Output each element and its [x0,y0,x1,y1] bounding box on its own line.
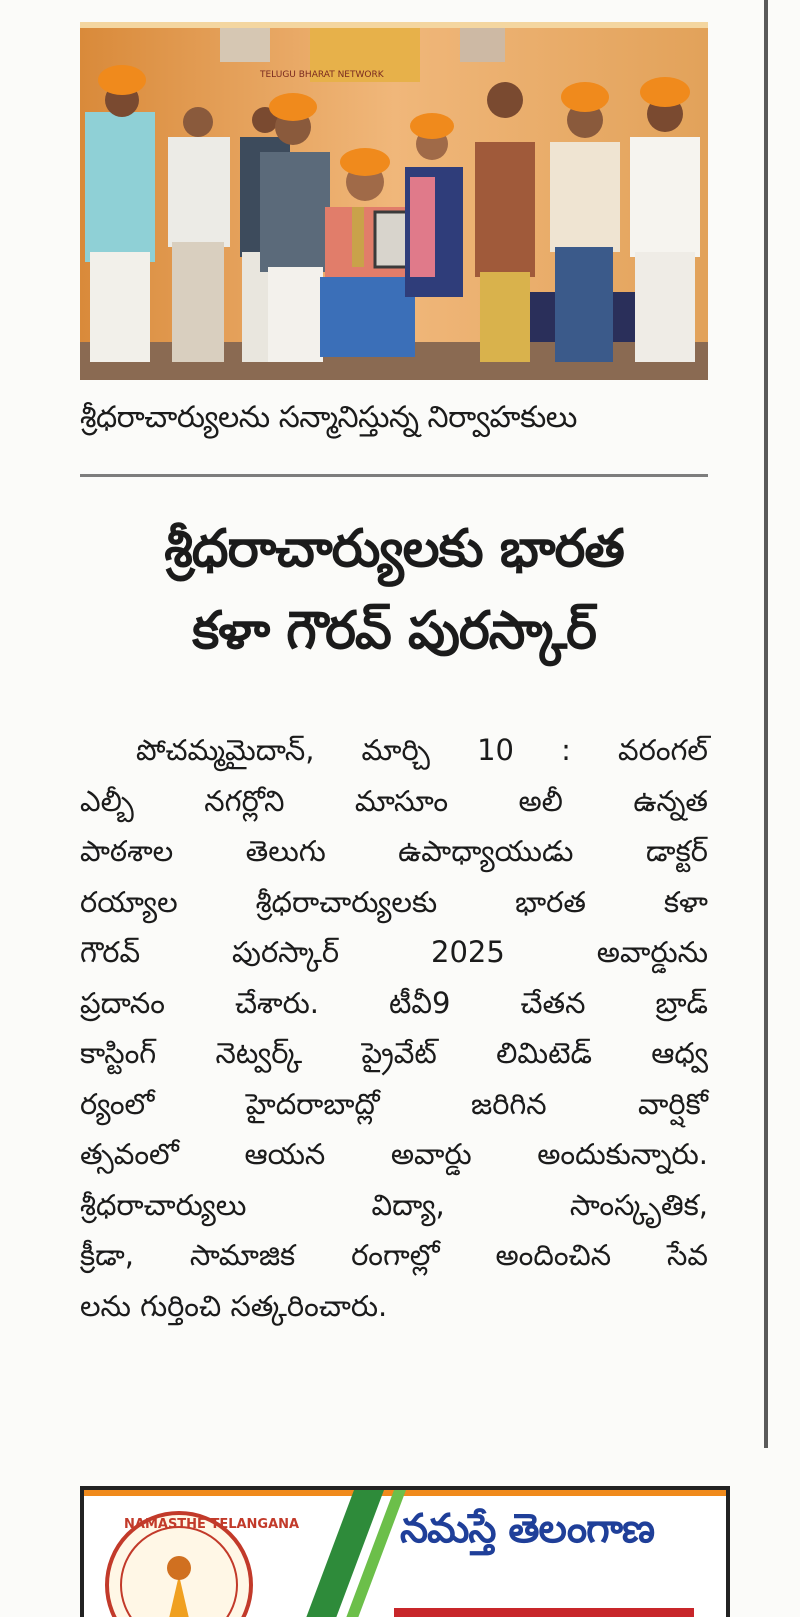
headline-line-1: శ్రీధరాచార్యులకు భారత [164,519,624,579]
article-line: ప్రదానం చేశారు. టీవీ9 చేతన బ్రాడ్ [80,985,708,1020]
article-body [80,725,708,1331]
headline [80,508,708,672]
newspaper-banner [80,1486,730,1617]
article-line: శ్రీధరాచార్యులు విద్యా, సాంస్కృతిక, [80,1187,708,1222]
backdrop-text: TELUGU BHARAT NETWORK [260,70,384,80]
award-ceremony-photo [80,22,708,380]
article-line: పోచమ్మమైదాన్, మార్చి 10 : వరంగల్ [136,733,708,767]
headline-line-2: కళా గౌరవ్ పురస్కార్ [192,601,596,661]
article-line: గౌరవ్ పురస్కార్ 2025 అవార్డును [80,935,708,969]
article-line: త్సవంలో ఆయన అవార్డు అందుకున్నారు. [80,1137,708,1171]
logo-text: NAMASTHE TELANGANA [124,1517,300,1532]
article-line: రయ్యాల శ్రీధరాచార్యులకు భారత కళా [80,884,708,919]
article-line: కాస్టింగ్ నెట్వర్క్ ప్రైవేట్ లిమిటెడ్ ఆధ్వ [80,1036,708,1070]
photo-caption: శ్రీధరాచార్యులను సన్మానిస్తున్న నిర్వాహకులు [80,400,577,435]
article-line: ఎల్బీ నగర్లోని మాసూం అలీ ఉన్నత [80,783,708,818]
article-line: లను గుర్తించి సత్కరించారు. [80,1288,388,1323]
article-line: ర్యంలో హైదరాబాద్లో జరిగిన వార్షికో [80,1086,708,1121]
column-rule [764,0,768,1448]
article-line: పాఠశాల తెలుగు ఉపాధ్యాయుడు డాక్టర్ [80,834,708,868]
article-line: క్రీడా, సామాజిక రంగాల్లో అందించిన సేవ [80,1238,708,1272]
section-divider [80,474,708,477]
banner-title: నమస్తే తెలంగాణ [400,1506,655,1552]
